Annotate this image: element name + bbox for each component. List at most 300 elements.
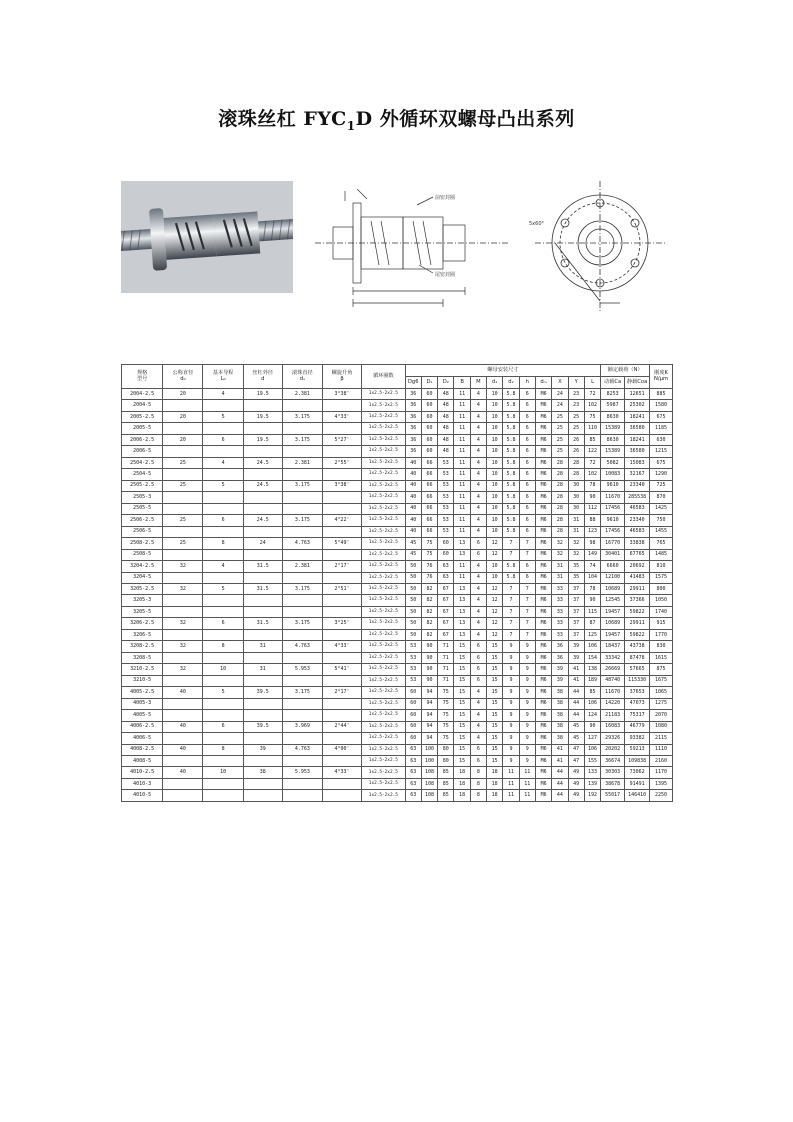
table-cell: 12	[487, 549, 503, 560]
table-cell: 3204-2.5	[122, 561, 163, 572]
table-cell: 28	[552, 503, 568, 514]
table-cell: 11	[454, 480, 470, 491]
table-cell: 13	[454, 549, 470, 560]
table-row	[122, 698, 673, 709]
table-cell: 10	[487, 389, 503, 400]
table-row	[122, 561, 673, 572]
table-cell: 40	[163, 767, 203, 778]
table-cell: 5°49'	[323, 538, 362, 549]
table-cell: 90	[584, 595, 600, 606]
table-cell: 85	[438, 790, 454, 802]
table-cell: M6	[535, 515, 551, 526]
table-cell	[243, 526, 282, 537]
table-cell: 41483	[625, 572, 650, 583]
table-cell: 50	[405, 583, 421, 594]
column-header: 公称直径 d₀	[163, 365, 203, 389]
table-row	[122, 469, 673, 480]
table-cell: 45	[405, 549, 421, 560]
table-cell: 30	[568, 480, 584, 491]
table-cell: 25	[163, 538, 203, 549]
table-cell	[243, 446, 282, 457]
table-cell: 13	[454, 618, 470, 629]
table-cell: 10	[487, 526, 503, 537]
table-cell: 7	[519, 538, 535, 549]
table-cell: 9	[519, 652, 535, 663]
table-cell: 6	[203, 515, 243, 526]
table-cell: 13	[454, 583, 470, 594]
table-cell: 1x2.5-2x2.5	[362, 629, 405, 640]
table-cell: 66	[421, 457, 437, 468]
table-cell: 4010-3	[122, 778, 163, 789]
table-cell	[163, 572, 203, 583]
table-cell	[323, 778, 362, 789]
table-cell: 2.381	[282, 457, 322, 468]
table-cell: 4005-2.5	[122, 687, 163, 698]
table-cell: 28	[552, 526, 568, 537]
table-row	[122, 618, 673, 629]
table-cell: 100	[421, 756, 437, 767]
table-cell: 1x2.5-2x2.5	[362, 389, 405, 400]
table-cell: 25	[552, 434, 568, 445]
table-cell: 11	[503, 767, 519, 778]
table-cell: 1615	[650, 652, 673, 663]
table-cell: 35	[568, 561, 584, 572]
table-cell: 3.175	[282, 434, 322, 445]
table-cell	[203, 756, 243, 767]
table-cell: 1x2.5-2x2.5	[362, 538, 405, 549]
table-cell: 915	[650, 618, 673, 629]
column-header: 规格 型号	[122, 365, 163, 389]
table-cell: 13	[454, 538, 470, 549]
table-cell: 1x2.5-2x2.5	[362, 710, 405, 721]
table-cell: 2250	[650, 790, 673, 802]
table-cell	[243, 423, 282, 434]
table-cell	[243, 652, 282, 663]
column-header: M	[470, 377, 486, 389]
table-cell: 1x2.5-2x2.5	[362, 434, 405, 445]
table-cell: 125	[584, 629, 600, 640]
table-cell: 1x2.5-2x2.5	[362, 664, 405, 675]
front-seal-label: 前密封圈	[435, 195, 456, 201]
table-cell: 30401	[601, 549, 625, 560]
table-cell: 13	[454, 606, 470, 617]
table-cell: 4°00'	[323, 744, 362, 755]
table-cell: 28	[568, 469, 584, 480]
table-cell: 10	[487, 400, 503, 411]
table-cell: 44	[552, 790, 568, 802]
table-cell: 1x2.5-2x2.5	[362, 526, 405, 537]
table-cell: 15	[454, 641, 470, 652]
table-cell: 4	[470, 561, 486, 572]
table-cell: 6	[470, 549, 486, 560]
table-cell: 15	[487, 687, 503, 698]
table-cell: 1770	[650, 629, 673, 640]
table-cell: M6	[535, 710, 551, 721]
table-cell: 59822	[625, 629, 650, 640]
table-cell: 60	[438, 549, 454, 560]
table-cell: 60	[405, 710, 421, 721]
table-cell: M6	[535, 492, 551, 503]
table-cell: 6	[519, 480, 535, 491]
table-cell: 12	[487, 606, 503, 617]
table-cell: 5	[203, 687, 243, 698]
table-cell: 38	[552, 687, 568, 698]
table-row	[122, 744, 673, 755]
table-cell: 5.8	[503, 503, 519, 514]
table-cell: 1x2.5-2x2.5	[362, 595, 405, 606]
table-cell	[243, 710, 282, 721]
table-cell	[282, 469, 322, 480]
table-row	[122, 457, 673, 468]
table-cell: 189	[584, 675, 600, 686]
table-cell	[282, 629, 322, 640]
table-cell: 2505-5	[122, 503, 163, 514]
table-cell: 1580	[650, 400, 673, 411]
table-cell: 67	[438, 618, 454, 629]
table-cell: 4°33'	[323, 641, 362, 652]
table-cell: 30	[568, 503, 584, 514]
table-cell	[323, 526, 362, 537]
table-cell	[323, 710, 362, 721]
table-cell: M6	[535, 652, 551, 663]
table-cell: 5.8	[503, 492, 519, 503]
table-cell: 82	[421, 618, 437, 629]
table-cell: 12	[487, 595, 503, 606]
table-cell: 4°22'	[323, 515, 362, 526]
table-cell	[163, 652, 203, 663]
table-cell: 23	[568, 400, 584, 411]
table-cell: 6	[203, 618, 243, 629]
table-cell: 66	[421, 503, 437, 514]
table-cell: 8	[470, 790, 486, 802]
table-cell: 41	[552, 744, 568, 755]
table-cell: 4	[470, 457, 486, 468]
table-cell: 9	[503, 675, 519, 686]
table-cell: 2115	[650, 733, 673, 744]
table-cell	[323, 446, 362, 457]
table-row	[122, 572, 673, 583]
table-cell: 10	[487, 572, 503, 583]
table-cell: 15	[454, 756, 470, 767]
table-cell: 4008-5	[122, 756, 163, 767]
table-cell: M6	[535, 561, 551, 572]
table-cell: 3.175	[282, 618, 322, 629]
table-cell: 39	[568, 652, 584, 663]
table-cell: 4	[470, 629, 486, 640]
table-cell: 15	[487, 652, 503, 663]
table-row	[122, 549, 673, 560]
table-cell: 41	[552, 756, 568, 767]
table-cell	[282, 710, 322, 721]
table-cell: 750	[650, 515, 673, 526]
table-cell: 28	[552, 457, 568, 468]
table-cell: 53	[405, 664, 421, 675]
table-cell: 8	[203, 538, 243, 549]
table-cell: 50	[405, 572, 421, 583]
table-cell: 5.8	[503, 457, 519, 468]
table-cell: 6	[519, 561, 535, 572]
table-cell: 75	[438, 733, 454, 744]
table-cell: 3.175	[282, 411, 322, 422]
table-cell: 75317	[625, 710, 650, 721]
table-cell: 26	[568, 446, 584, 457]
table-cell: 139	[584, 778, 600, 789]
table-row	[122, 492, 673, 503]
table-cell: 5082	[601, 457, 625, 468]
table-cell: 9	[519, 756, 535, 767]
table-cell	[203, 526, 243, 537]
table-cell: 82	[421, 629, 437, 640]
table-cell: 6	[470, 744, 486, 755]
table-cell: 39	[568, 641, 584, 652]
table-cell: 5.8	[503, 400, 519, 411]
table-cell: 21183	[601, 710, 625, 721]
table-cell	[163, 503, 203, 514]
table-cell: 53	[438, 526, 454, 537]
table-cell: 9	[519, 687, 535, 698]
table-cell: 85	[438, 778, 454, 789]
table-cell: 4	[470, 721, 486, 732]
table-cell: 875	[650, 664, 673, 675]
table-cell: 7	[503, 583, 519, 594]
table-cell	[323, 595, 362, 606]
table-cell: 3.969	[282, 721, 322, 732]
table-cell	[203, 790, 243, 802]
table-cell: M6	[535, 434, 551, 445]
table-cell: 6	[470, 641, 486, 652]
bolt-pattern-label: 5x60°	[529, 221, 545, 227]
table-cell: 8630	[601, 411, 625, 422]
table-cell: 24.5	[243, 515, 282, 526]
table-cell: 7	[519, 595, 535, 606]
table-cell: 15	[454, 652, 470, 663]
table-cell	[323, 698, 362, 709]
table-cell: 4006-5	[122, 733, 163, 744]
table-cell: 40	[163, 721, 203, 732]
table-cell: 75	[584, 411, 600, 422]
table-cell: 63	[405, 756, 421, 767]
table-cell: 72	[584, 389, 600, 400]
table-cell: 94	[421, 721, 437, 732]
column-header: d₁	[487, 377, 503, 389]
table-row	[122, 778, 673, 789]
table-cell: 4	[470, 446, 486, 457]
table-cell	[243, 492, 282, 503]
table-cell	[243, 778, 282, 789]
table-cell: 15	[487, 744, 503, 755]
table-cell: 18	[454, 767, 470, 778]
table-cell: 15	[487, 721, 503, 732]
table-cell	[243, 469, 282, 480]
table-cell: 44	[568, 687, 584, 698]
table-cell: 4	[470, 469, 486, 480]
table-cell: 32	[163, 618, 203, 629]
table-cell	[282, 675, 322, 686]
table-cell: 18	[487, 767, 503, 778]
table-cell: 20	[163, 389, 203, 400]
table-cell: 59213	[625, 744, 650, 755]
table-cell: M6	[535, 790, 551, 802]
spec-table	[121, 364, 673, 802]
table-cell: 3208-2.5	[122, 641, 163, 652]
table-cell	[203, 606, 243, 617]
table-cell: 60	[421, 400, 437, 411]
column-header: D₁	[421, 377, 437, 389]
table-cell: 30	[568, 492, 584, 503]
table-cell: 36580	[625, 446, 650, 457]
table-cell: 7	[503, 549, 519, 560]
table-cell: M6	[535, 538, 551, 549]
table-cell: 6	[470, 652, 486, 663]
table-cell: 1x2.5-2x2.5	[362, 400, 405, 411]
table-cell: 9	[503, 652, 519, 663]
table-cell: 53	[405, 652, 421, 663]
table-cell: 6	[519, 389, 535, 400]
table-cell: 15	[487, 698, 503, 709]
table-cell: 33	[552, 595, 568, 606]
table-cell	[323, 629, 362, 640]
table-cell: 36	[405, 389, 421, 400]
table-cell: 71	[438, 675, 454, 686]
table-cell: 2°55'	[323, 457, 362, 468]
table-cell: 6	[203, 434, 243, 445]
table-cell: 72	[584, 457, 600, 468]
table-cell: 6	[519, 492, 535, 503]
table-cell: 28	[552, 469, 568, 480]
table-cell: 33	[552, 618, 568, 629]
table-cell: 15	[487, 641, 503, 652]
column-header: D₂	[438, 377, 454, 389]
table-cell: 4	[470, 606, 486, 617]
table-cell: 60	[421, 446, 437, 457]
table-cell: 50	[405, 595, 421, 606]
table-cell: 1x2.5-2x2.5	[362, 652, 405, 663]
table-cell: 9	[519, 675, 535, 686]
table-cell: 53	[438, 503, 454, 514]
table-cell: 75	[421, 538, 437, 549]
end-view-drawing	[525, 181, 675, 316]
table-row	[122, 434, 673, 445]
table-cell: 11	[519, 790, 535, 802]
table-cell: 48	[438, 411, 454, 422]
table-cell	[203, 549, 243, 560]
table-cell: 5	[203, 411, 243, 422]
table-cell: 11	[454, 503, 470, 514]
table-cell: 1x2.5-2x2.5	[362, 492, 405, 503]
table-cell	[243, 629, 282, 640]
table-cell: 63	[405, 790, 421, 802]
table-cell	[203, 423, 243, 434]
table-cell: 9	[503, 641, 519, 652]
table-cell: 15	[454, 675, 470, 686]
table-cell: 53	[405, 675, 421, 686]
table-cell: 75	[438, 687, 454, 698]
table-cell	[203, 595, 243, 606]
table-cell: 28	[552, 515, 568, 526]
table-cell: 4	[470, 400, 486, 411]
table-cell: 47	[568, 756, 584, 767]
table-cell: 146410	[625, 790, 650, 802]
table-cell: 33838	[625, 538, 650, 549]
table-cell: 14220	[601, 698, 625, 709]
table-cell: 10689	[601, 583, 625, 594]
table-cell: 25302	[625, 400, 650, 411]
table-cell: M6	[535, 503, 551, 514]
table-cell: 4	[203, 457, 243, 468]
table-cell: 76	[421, 561, 437, 572]
table-cell: 3.175	[282, 583, 322, 594]
table-cell: 12	[487, 629, 503, 640]
table-cell	[163, 469, 203, 480]
table-row	[122, 675, 673, 686]
table-cell: 98	[584, 538, 600, 549]
table-cell: 8	[470, 767, 486, 778]
table-cell: 31.5	[243, 583, 282, 594]
table-cell: 3206-2.5	[122, 618, 163, 629]
table-cell: 37366	[625, 595, 650, 606]
table-cell: 4	[470, 480, 486, 491]
table-cell: 5.8	[503, 561, 519, 572]
table-cell: 12	[487, 618, 503, 629]
table-cell: 109838	[625, 756, 650, 767]
table-cell: 6	[519, 411, 535, 422]
table-cell: 4010-2.5	[122, 767, 163, 778]
table-cell: 1x2.5-2x2.5	[362, 675, 405, 686]
table-cell: 11	[454, 469, 470, 480]
table-cell	[163, 756, 203, 767]
table-cell: 39	[552, 675, 568, 686]
table-cell: 1x2.5-2x2.5	[362, 583, 405, 594]
table-cell: 67765	[625, 549, 650, 560]
table-cell: 57665	[625, 664, 650, 675]
table-cell: 25	[163, 515, 203, 526]
table-cell: 11	[454, 389, 470, 400]
table-cell: 20	[163, 434, 203, 445]
table-cell: 123	[584, 526, 600, 537]
table-cell: 9	[503, 698, 519, 709]
table-cell: 4	[203, 561, 243, 572]
table-cell: 4.763	[282, 538, 322, 549]
column-header: 静载Coa	[625, 377, 650, 389]
table-cell: 15	[454, 733, 470, 744]
table-cell: 10	[487, 503, 503, 514]
table-cell: 82	[421, 595, 437, 606]
table-cell: 66	[421, 492, 437, 503]
table-row	[122, 423, 673, 434]
table-cell: 40	[163, 687, 203, 698]
table-cell	[203, 629, 243, 640]
table-cell: 19.5	[243, 411, 282, 422]
table-cell: 800	[650, 583, 673, 594]
table-cell: 66	[421, 480, 437, 491]
table-cell: 36580	[625, 423, 650, 434]
table-cell	[243, 675, 282, 686]
table-cell: 15	[487, 756, 503, 767]
table-cell: 47073	[625, 698, 650, 709]
table-cell: 1x2.5-2x2.5	[362, 756, 405, 767]
table-cell: 36674	[601, 756, 625, 767]
table-cell: 24	[552, 389, 568, 400]
table-cell: 4°33'	[323, 767, 362, 778]
table-cell: 7	[519, 583, 535, 594]
table-cell: 1x2.5-2x2.5	[362, 790, 405, 802]
table-cell: 7	[503, 629, 519, 640]
column-group-header: 螺母安装尺寸	[405, 365, 601, 377]
table-cell: 31.5	[243, 618, 282, 629]
table-cell: 15	[487, 733, 503, 744]
table-cell: 4	[470, 389, 486, 400]
table-cell: M6	[535, 446, 551, 457]
